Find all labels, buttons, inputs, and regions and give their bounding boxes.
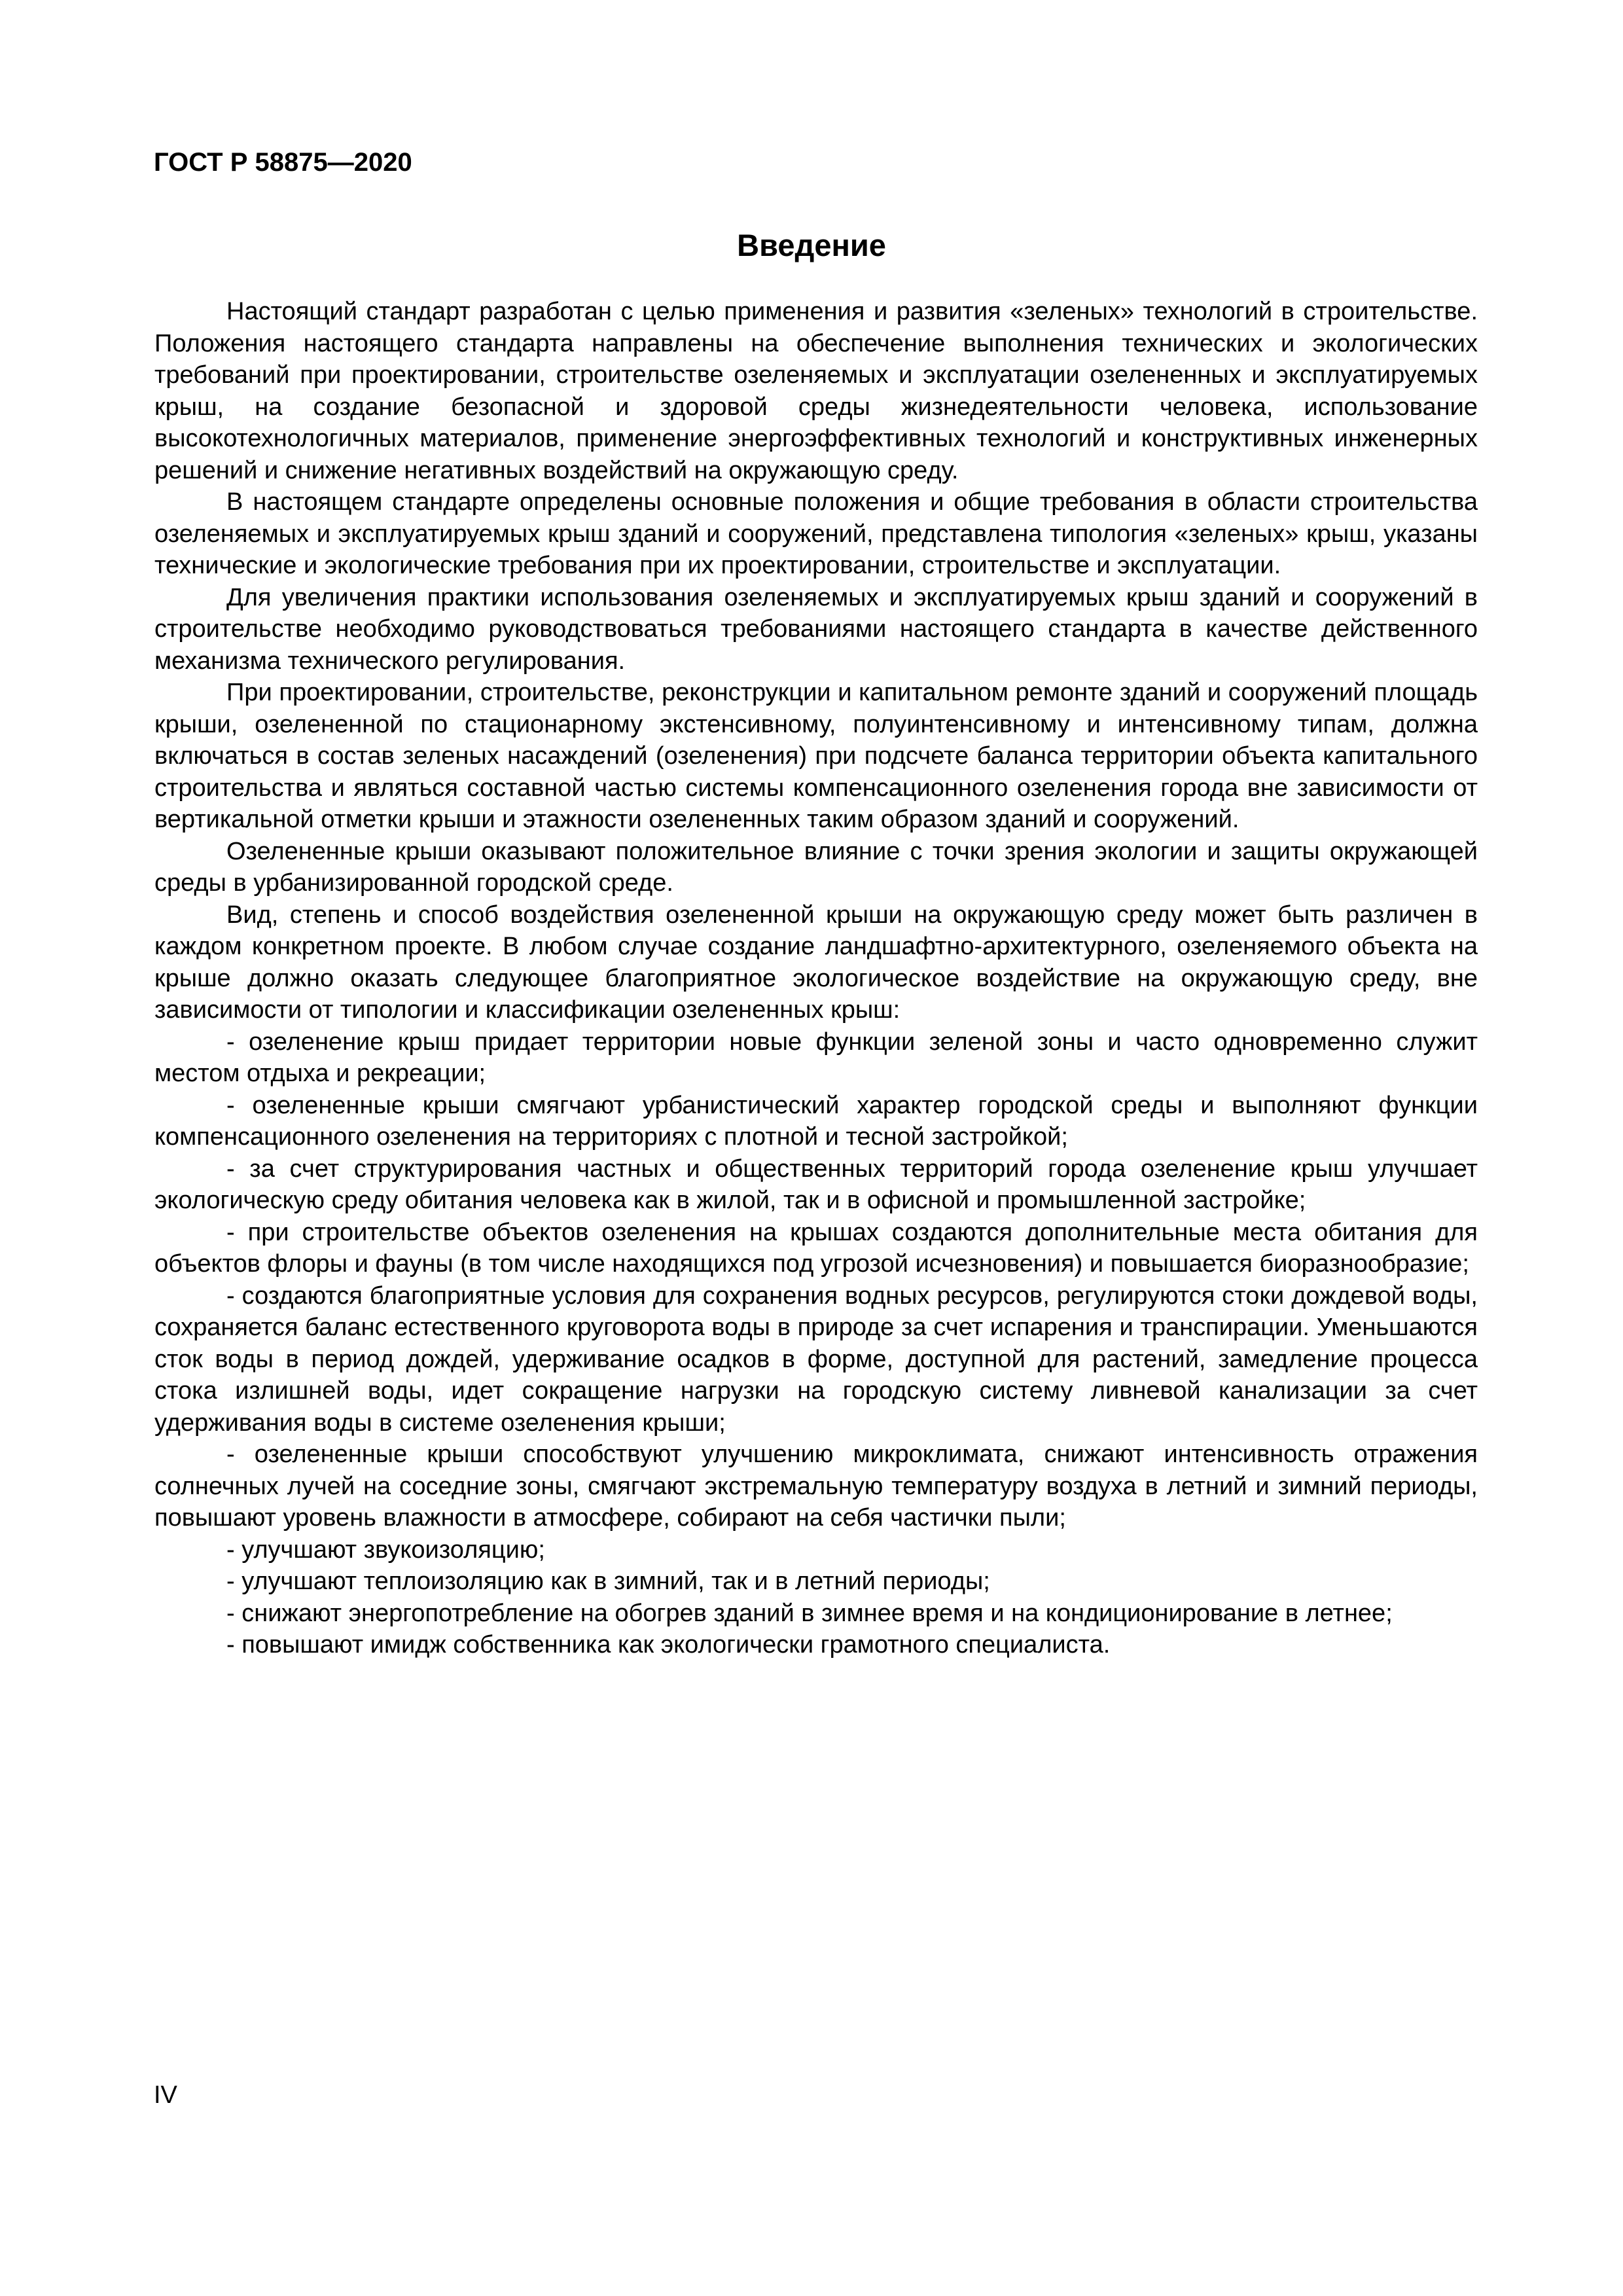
list-item: - повышают имидж собственника как экологически грамотного специалиста.: [226, 1631, 1111, 1659]
paragraph: Вид, степень и способ воздействия озелененной крыши на окружающую среду может быть различен в каждом конкретном проекте. В любом случае создание ландшафтно-архитектурного, озеленяемого объекта на крыше должно оказать следующее благоприятное экологическое воздействие на окружающую среду, вне зависимости от типологии и классификации озелененных крыш:: [154, 901, 1478, 1024]
document-body: [154, 296, 1478, 1661]
paragraph: Настоящий стандарт разработан с целью применения и развития «зеленых» технологий в строительстве. Положения настоящего стандарта направлены на обеспечение выполнения технических и экологических требований при проектировании, строительстве озеленяемых и эксплуатации озелененных и эксплуатируемых крыш, на создание безопасной и здоровой среды жизнедеятельности человека, использование высокотехнологичных материалов, применение энергоэффективных технологий и конструктивных инженерных решений и снижение негативных воздействий на окружающую среду.: [154, 298, 1478, 484]
list-item: - улучшают звукоизоляцию;: [226, 1535, 545, 1564]
list-item: - улучшают теплоизоляцию как в зимний, так и в летний периоды;: [226, 1568, 990, 1595]
paragraph: Для увеличения практики использования озеленяемых и эксплуатируемых крыш зданий и сооружений в строительстве необходимо руководствоваться требованиями настоящего стандарта в качестве действенного механизма технического регулирования.: [154, 583, 1478, 675]
list-item: - при строительстве объектов озеленения на крышах создаются дополнительные места обитания для объектов флоры и фауны (в том числе находящихся под угрозой исчезновения) и повышается биоразнообразие;: [154, 1218, 1478, 1278]
paragraph: При проектировании, строительстве, реконструкции и капитальном ремонте зданий и сооружений площадь крыши, озелененной по стационарному экстенсивному, полуинтенсивному и интенсивному типам, должна включаться в состав зеленых насаждений (озеленения) при подсчете баланса территории объекта капитального строительства и являться составной частью системы компенсационного озеленения города вне зависимости от вертикальной отметки крыши и этажности озелененных таким образом зданий и сооружений.: [154, 679, 1478, 833]
list-item: - снижают энергопотребление на обогрев зданий в зимнее время и на кондиционирование в летнее;: [226, 1599, 1393, 1627]
list-item: - озелененные крыши смягчают урбанистический характер городской среды и выполняют функции компенсационного озеленения на территориях с плотной и тесной застройкой;: [154, 1091, 1478, 1151]
document-code-header: ГОСТ Р 58875—2020: [154, 148, 412, 177]
paragraph: В настоящем стандарте определены основные положения и общие требования в области строительства озеленяемых и эксплуатируемых крыш зданий и сооружений, представлена типология «зеленых» крыш, указаны технические и экологические требования при их проектировании, строительстве и эксплуатации.: [154, 488, 1478, 579]
list-item: - за счет структурирования частных и общественных территорий города озеленение крыш улучшает экологическую среду обитания человека как в жилой, так и в офисной и промышленной застройке;: [154, 1155, 1478, 1214]
page-number: IV: [154, 2081, 177, 2109]
list-item: - озелененные крыши способствуют улучшению микроклимата, снижают интенсивность отражения солнечных лучей на соседние зоны, смягчают экстремальную температуру воздуха в летний и зимний периоды, повышают уровень влажности в атмосфере, собирают на себя частички пыли;: [154, 1441, 1478, 1532]
list-item: - создаются благоприятные условия для сохранения водных ресурсов, регулируются стоки дождевой воды, сохраняется баланс естественного круговорота воды в природе за счет испарения и транспирации. Уменьшаются сток воды в период дождей, удерживание осадков в форме, доступной для растений, замедление процесса стока излишней воды, идет сокращение нагрузки на городскую систему ливневой канализации за счет удерживания воды в системе озеленения крыши;: [154, 1282, 1478, 1437]
paragraph: Озелененные крыши оказывают положительное влияние с точки зрения экологии и защиты окружающей среды в урбанизированной городской среде.: [154, 837, 1478, 897]
list-item: - озеленение крыш придает территории новые функции зеленой зоны и часто одновременно служит местом отдыха и рекреации;: [154, 1028, 1478, 1087]
section-title: Введение: [737, 228, 886, 262]
